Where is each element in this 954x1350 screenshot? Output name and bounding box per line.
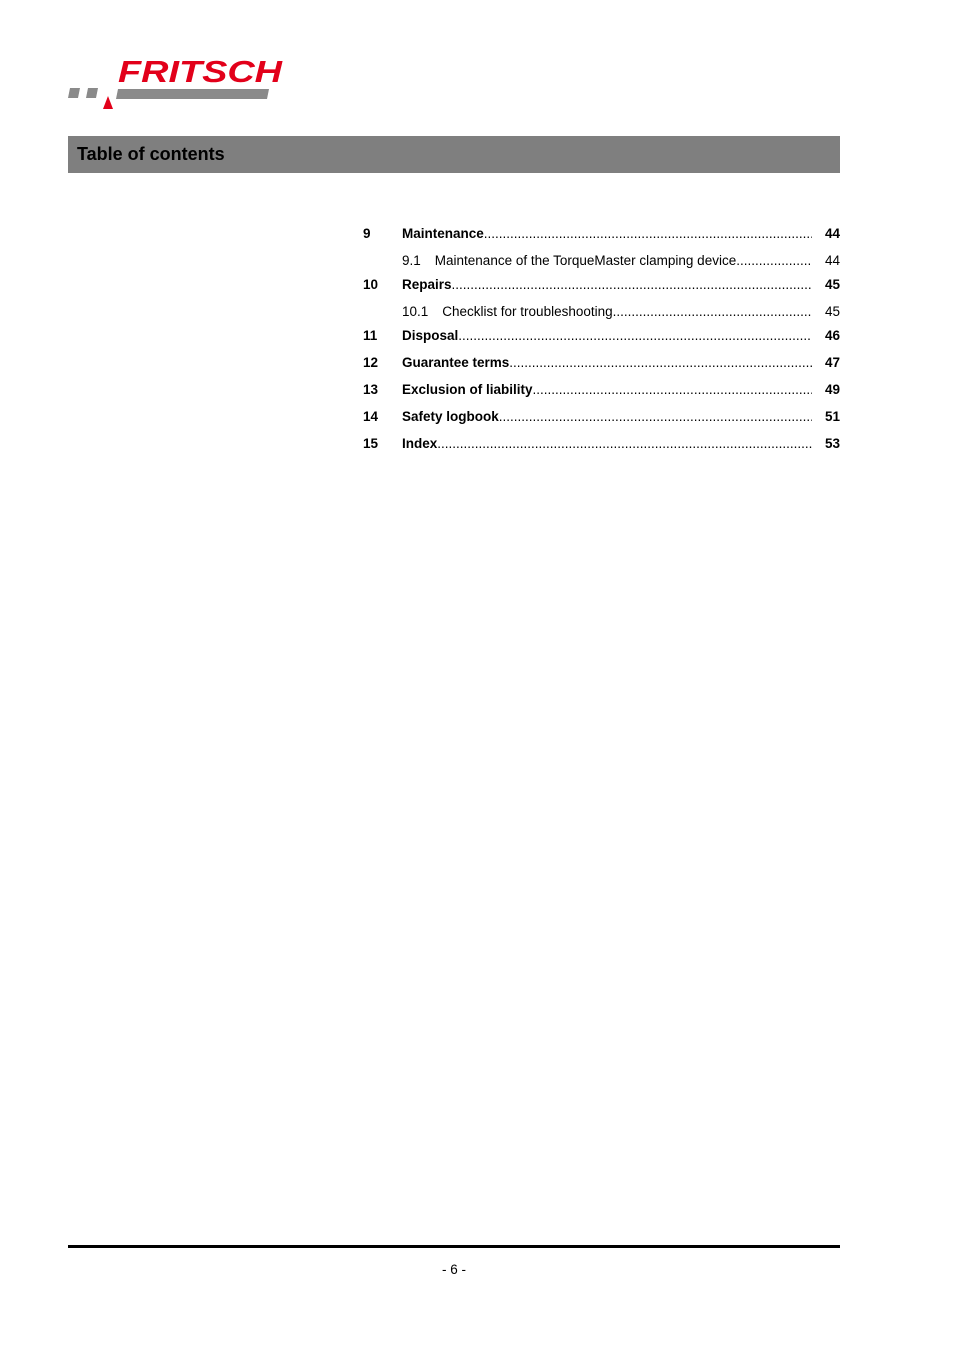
toc-entry-page: 47 <box>824 355 840 370</box>
toc-entry-title: Maintenance of the TorqueMaster clamping device <box>434 253 737 268</box>
toc-dot-leader <box>458 324 812 348</box>
toc-entry-page: 44 <box>824 253 840 268</box>
toc-entry-page: 45 <box>824 277 840 292</box>
toc-entry-page: 51 <box>824 409 840 424</box>
toc-dot-leader <box>613 300 812 324</box>
toc-entry-title: Disposal <box>402 328 459 343</box>
toc-entry-number: 15 <box>363 436 379 451</box>
footer-rule <box>68 1245 840 1248</box>
logo-gray-bar <box>116 89 269 99</box>
fritsch-logo <box>66 52 286 112</box>
toc-entry-12[interactable] <box>363 351 840 378</box>
toc-entry-title: Checklist for troubleshooting <box>442 304 613 319</box>
toc-dot-leader <box>499 405 812 429</box>
toc-entry-title: Guarantee terms <box>402 355 510 370</box>
toc-entry-title: Safety logbook <box>402 409 499 424</box>
toc-entry-page: 45 <box>824 304 840 319</box>
logo-gray-dash-1 <box>68 88 80 98</box>
toc-dot-leader <box>437 432 812 456</box>
toc-entry-11[interactable] <box>363 324 840 351</box>
toc-entry-title: Repairs <box>402 277 452 292</box>
page-number: - 6 - <box>441 1262 466 1277</box>
toc-dot-leader <box>484 222 812 246</box>
logo-red-triangle <box>103 96 113 109</box>
toc-entry-9[interactable] <box>363 222 840 249</box>
toc-entry-number: 10.1 <box>402 304 429 319</box>
toc-dot-leader <box>452 273 812 297</box>
toc-entry-title: Exclusion of liability <box>402 382 533 397</box>
toc-entry-page: 44 <box>824 226 840 241</box>
toc-entry-title: Index <box>402 436 438 451</box>
toc-entry-13[interactable] <box>363 378 840 405</box>
toc-entry-number: 14 <box>363 409 379 424</box>
toc-dot-leader <box>509 351 812 375</box>
table-of-contents <box>363 222 840 459</box>
toc-dot-leader <box>736 249 812 273</box>
page-title: Table of contents <box>77 144 225 164</box>
toc-entry-number: 13 <box>363 382 379 397</box>
toc-entry-number: 9.1 <box>402 253 421 268</box>
toc-entry-10[interactable] <box>363 273 840 300</box>
toc-header-bar <box>68 136 840 173</box>
toc-entry-10-1[interactable] <box>363 300 840 324</box>
toc-entry-number: 10 <box>363 277 379 292</box>
logo-gray-dash-2 <box>86 88 98 98</box>
toc-entry-number: 12 <box>363 355 379 370</box>
toc-entry-number: 11 <box>363 328 378 343</box>
fritsch-logo-text: FRITSCH <box>118 54 283 89</box>
toc-entry-14[interactable] <box>363 405 840 432</box>
toc-entry-9-1[interactable] <box>363 249 840 273</box>
toc-entry-number: 9 <box>363 226 371 241</box>
toc-entry-page: 46 <box>824 328 840 343</box>
toc-dot-leader <box>533 378 812 402</box>
toc-entry-title: Maintenance <box>402 226 484 241</box>
toc-entry-page: 53 <box>824 436 840 451</box>
toc-entry-15[interactable] <box>363 432 840 459</box>
toc-entry-page: 49 <box>824 382 840 397</box>
